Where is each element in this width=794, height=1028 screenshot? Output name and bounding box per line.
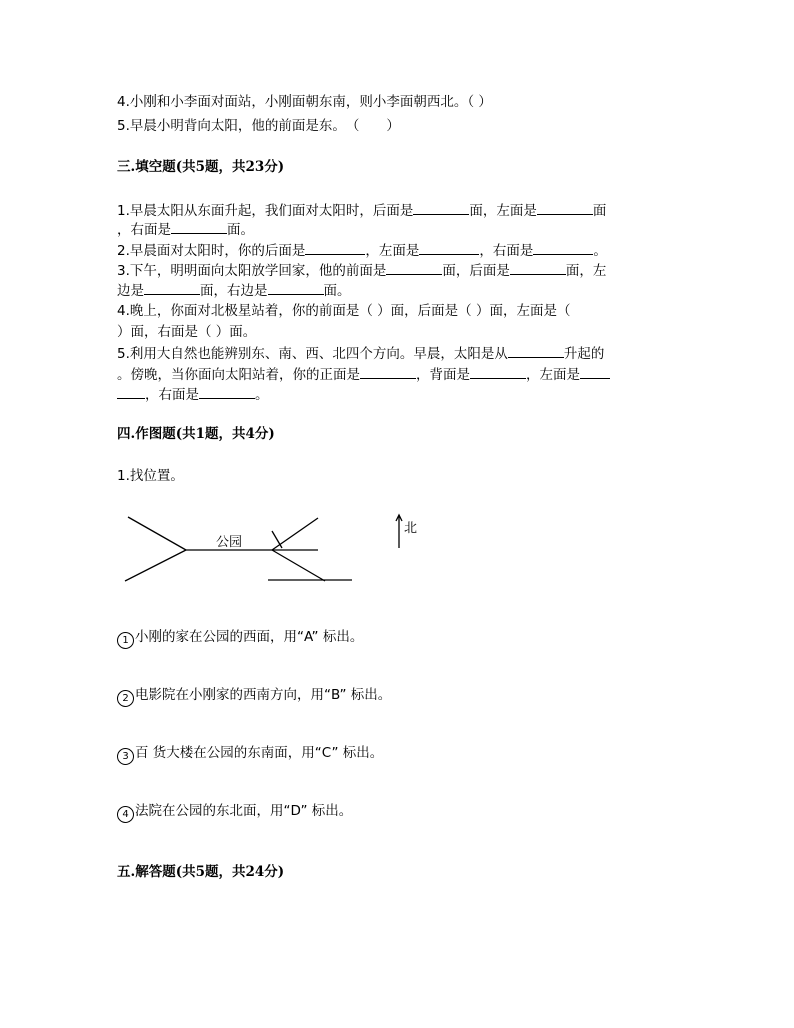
fill-question-2: 2.早晨面对太阳时，你的后面是 ，左面是 ，右面是 。: [117, 240, 607, 261]
fill-question-3-line1: 3.下午，明明面向太阳放学回家，他的前面是 面，后面是 面，左: [117, 260, 606, 281]
road-west-upper: [128, 517, 186, 550]
section-answer-heading: 五.解答题(共5题，共24分): [117, 864, 285, 880]
section-fill-heading: 三.填空题(共5题，共23分): [117, 159, 285, 175]
fill-question-5-line3: ，右面是 。: [117, 384, 269, 405]
draw-item-4: 4 法院在公园的东北面，用“D” 标出。: [117, 801, 352, 823]
road-northeast: [272, 518, 318, 550]
draw-question-1: 1.找位置。: [117, 468, 184, 484]
fill-question-5-line2: 。傍晚，当你面向太阳站着，你的正面是 ，背面是 ，左面是: [117, 364, 610, 385]
circled-number-1: 1: [117, 632, 134, 649]
road-west-lower: [125, 550, 186, 581]
road-short-branch: [272, 531, 282, 548]
fill-question-4-line1: 4.晚上，你面对北极星站着，你的前面是（ ）面，后面是（ ）面，左面是（: [117, 303, 571, 319]
fill-question-5-line1: 5.利用大自然也能辨别东、南、西、北四个方向。早晨，太阳是从 升起的: [117, 343, 604, 364]
north-label: 北: [404, 521, 418, 536]
circled-number-3: 3: [117, 748, 134, 765]
circled-number-4: 4: [117, 806, 134, 823]
fill-question-4-line2: ）面，右面是（ ）面。: [117, 324, 257, 340]
park-label: 公园: [216, 535, 243, 550]
road-southeast: [272, 550, 325, 581]
fill-question-3-line2: 边是 面，右边是 面。: [117, 280, 351, 301]
tf-question-5: 5.早晨小明背向太阳，他的前面是东。 （ ）: [117, 118, 400, 134]
section-draw-heading: 四.作图题(共1题，共4分): [117, 426, 275, 442]
tf-question-4: 4.小刚和小李面对面站，小刚面朝东南，则小李面朝西北。（ ）: [117, 94, 492, 110]
fill-question-1-line1: 1.早晨太阳从东面升起，我们面对太阳时，后面是 面，左面是 面: [117, 200, 606, 221]
fill-question-1-line2: ，右面是 面。: [117, 219, 254, 240]
draw-item-1: 1 小刚的家在公园的西面，用“A” 标出。: [117, 627, 363, 649]
draw-item-3: 3 百 货大楼在公园的东南面，用“C” 标出。: [117, 743, 383, 765]
circled-number-2: 2: [117, 690, 134, 707]
draw-item-2: 2 电影院在小刚家的西南方向，用“B” 标出。: [117, 685, 391, 707]
